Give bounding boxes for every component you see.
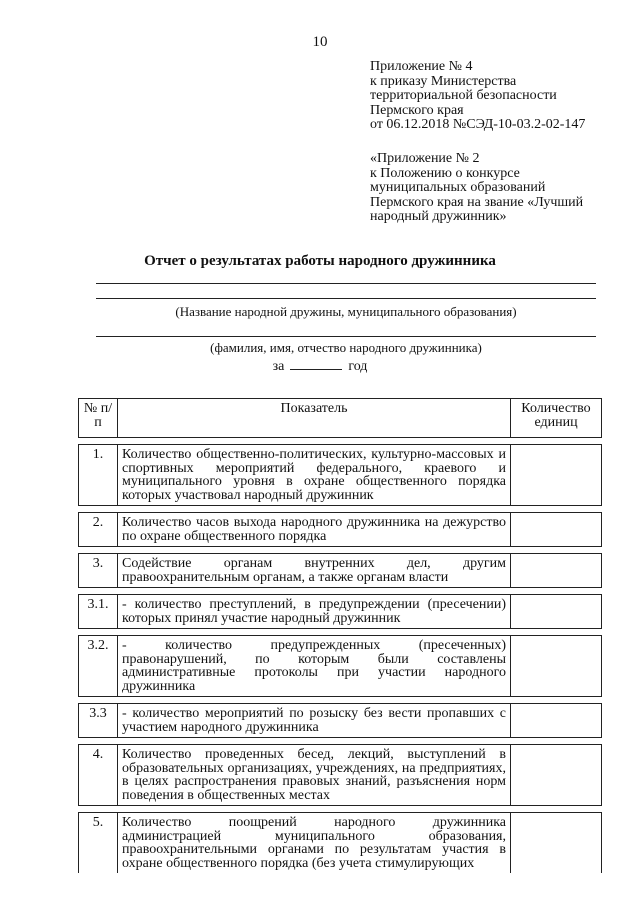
row-number: 3.3 — [79, 704, 118, 738]
row-number: 1. — [79, 445, 118, 506]
org-name-line-2 — [96, 298, 596, 299]
appendix-line: территориальной безопасности — [370, 88, 557, 103]
appendix-line: муниципальных образований — [370, 180, 546, 195]
row-number: 4. — [79, 745, 118, 806]
row-gap — [79, 738, 602, 745]
row-indicator: Количество общественно-политических, культурно-массовых и спортивных мероприятий федерального, краевого и муниципального уровня в охране общественного порядка которых участвовал народный дружинник — [118, 445, 511, 506]
row-gap — [79, 547, 602, 554]
table-row — [79, 445, 602, 506]
header-num: № п/п — [79, 399, 118, 438]
row-gap — [79, 506, 602, 513]
header-indicator: Показатель — [118, 399, 511, 438]
row-quantity-cell[interactable] — [511, 813, 602, 874]
table-header-row — [79, 399, 602, 438]
row-gap — [79, 629, 602, 636]
row-indicator: - количество преступлений, в предупреждении (пресечении) которых принял участие народный дружинник — [118, 595, 511, 629]
row-number: 2. — [79, 513, 118, 547]
table-row — [79, 513, 602, 547]
report-title: Отчет о результатах работы народного дружинника — [144, 253, 496, 269]
row-quantity-cell[interactable] — [511, 704, 602, 738]
appendix-line: от 06.12.2018 №СЭД-10-03.2-02-147 — [370, 117, 586, 132]
row-indicator: - количество мероприятий по розыску без вести пропавших с участием народного дружинника — [118, 704, 511, 738]
row-number: 3. — [79, 554, 118, 588]
year-blank-field — [290, 357, 342, 370]
header-quantity: Количество единиц — [511, 399, 602, 438]
row-quantity-cell[interactable] — [511, 636, 602, 697]
appendix-main-block — [370, 60, 585, 133]
appendix-line: Пермского края на звание «Лучший — [370, 194, 584, 210]
row-gap — [79, 588, 602, 595]
org-name-caption: (Название народной дружины, муниципального образования) — [175, 304, 517, 319]
row-gap — [79, 806, 602, 813]
appendix-line: «Приложение № 2 — [370, 151, 480, 166]
table-row — [79, 636, 602, 697]
appendix-line: к приказу Министерства — [370, 73, 517, 89]
row-quantity-cell[interactable] — [511, 745, 602, 806]
org-name-line-1 — [96, 283, 596, 284]
row-gap — [79, 438, 602, 445]
row-quantity-cell[interactable] — [511, 595, 602, 629]
appendix-line: Пермского края — [370, 102, 464, 118]
table-row — [79, 813, 602, 874]
table-row — [79, 554, 602, 588]
row-indicator: Количество проведенных бесед, лекций, выступлений в образовательных организациях, учреждениях, на предприятиях, в целях распространения правовых знаний, разъяснения норм поведения в общественных местах — [118, 745, 511, 806]
period-suffix: год — [348, 359, 368, 374]
row-number: 3.1. — [79, 595, 118, 629]
person-name-line — [96, 336, 596, 337]
row-quantity-cell[interactable] — [511, 554, 602, 588]
report-period — [0, 357, 640, 375]
appendix-nested-block — [370, 152, 583, 225]
appendix-line: к Положению о конкурсе — [370, 165, 520, 181]
page-number: 10 — [312, 34, 328, 50]
row-indicator: Количество поощрений народного дружинника администрацией муниципального образования, правоохранительными органами по результатам участия в охране общественного порядка (без учета стимулирующих — [118, 813, 511, 874]
row-gap — [79, 697, 602, 704]
row-indicator: Содействие органам внутренних дел, другим правоохранительным органам, а также органам власти — [118, 554, 511, 588]
period-prefix: за — [272, 359, 285, 374]
table-row — [79, 704, 602, 738]
table-row — [79, 595, 602, 629]
person-name-caption: (фамилия, имя, отчество народного дружинника) — [210, 340, 482, 355]
row-indicator: Количество часов выхода народного дружинника на дежурство по охране общественного порядка — [118, 513, 511, 547]
appendix-line: народный дружинник» — [370, 209, 507, 224]
row-number: 5. — [79, 813, 118, 874]
table-row — [79, 745, 602, 806]
report-table — [78, 398, 602, 873]
row-number: 3.2. — [79, 636, 118, 697]
appendix-line: Приложение № 4 — [370, 59, 473, 74]
row-quantity-cell[interactable] — [511, 445, 602, 506]
row-quantity-cell[interactable] — [511, 513, 602, 547]
row-indicator: - количество предупрежденных (пресеченных) правонарушений, по которым были составлены административные протоколы при участии народного дружинника — [118, 636, 511, 697]
